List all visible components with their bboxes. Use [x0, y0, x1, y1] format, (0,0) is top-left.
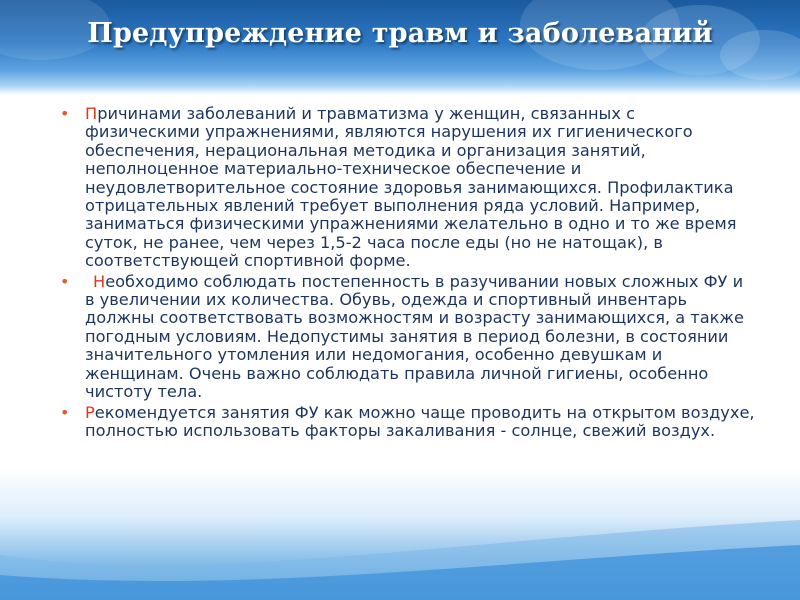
- paragraph-text: ричинами заболеваний и травматизма у женщин, связанных с физическими упражнениями, являются нарушения их гигиенического обеспечения, нерациональная методика и организация занятий, неполноценное материально-техническое обеспечение и неудовлетворительное состояние здоровья занимающихся. Профилактика отрицательных явлений требует выполнения ряда условий. Например, заниматься физическими упражнениями желательно в одно и то же время суток, не ранее, чем через 1,5-2 часа после еды (но не натощак), в соответствующей спортивной форме.: [85, 104, 737, 271]
- paragraph-text: екомендуется занятия ФУ как можно чаще проводить на открытом воздухе, полностью использовать факторы закаливания - солнце, свежий воздух.: [85, 402, 755, 440]
- paragraph-text: еобходимо соблюдать постепенность в разучивании новых сложных ФУ и в увеличении их количества. Обувь, одежда и спортивный инвентарь должны соответствовать возможностям и возрасту занимающихся, а также погодным условиям. Недопустимы занятия в период болезни, в состоянии значительного утомления или недомогания, особенно девушкам и женщинам. Очень важно соблюдать правила личной гигиены, особенно чистоту тела.: [85, 271, 744, 402]
- bullet-icon: •: [60, 271, 70, 291]
- bullet-item-2: [60, 273, 755, 402]
- bullet-item-3: [60, 404, 755, 441]
- first-letter: Р: [85, 402, 95, 422]
- bullet-item-1: [60, 105, 755, 271]
- bottom-wave-decoration: [0, 500, 800, 600]
- first-letter: П: [85, 104, 98, 123]
- slide-title: Предупреждение травм и заболеваний: [87, 18, 713, 49]
- first-letter: Н: [93, 271, 106, 291]
- bullet-icon: •: [60, 402, 70, 422]
- bullet-icon: •: [60, 104, 70, 123]
- slide-content: [60, 105, 755, 442]
